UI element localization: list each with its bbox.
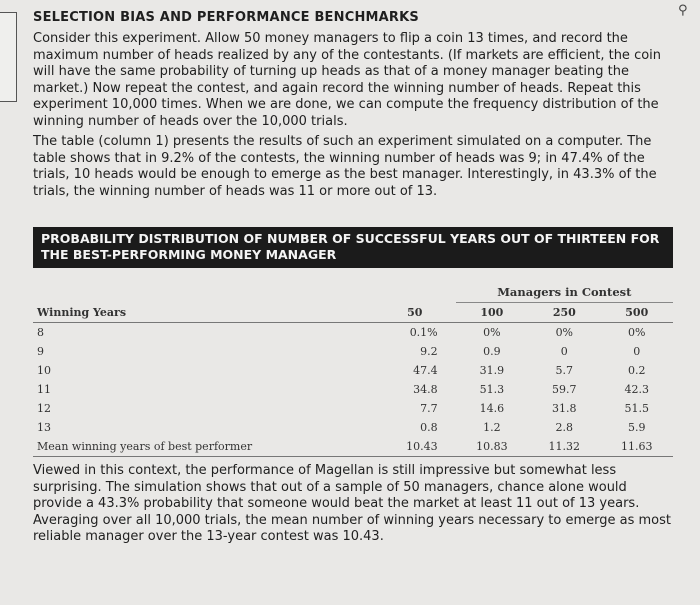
table-row: 10 47.4 31.9 5.7 0.2 — [37, 364, 646, 377]
paragraph-1: Consider this experiment. Allow 50 money managers to flip a coin 13 times, and record the maximum number of heads realized by any of the contestants. (If markets are efficient, the coin will have the same probability of turning up heads as that of a money manager beating the market.) Now repeat the contest, and again record the winning number of heads. Repeat this experiment 10,000 times. When we are done, we can compute the frequency distribution of the winning number of heads over the 10,000 trials. — [33, 31, 662, 129]
table-title: PROBABILITY DISTRIBUTION OF NUMBER OF SUCCESSFUL YEARS OUT OF THIRTEEN FOR THE BEST-PERFORMING MONEY MANAGER — [33, 227, 673, 268]
table-row: 11 34.8 51.3 59.7 42.3 — [37, 383, 649, 396]
document-page — [33, 6, 673, 559]
table-header-row — [33, 303, 673, 323]
col-header-50: 50 — [407, 305, 423, 319]
winning-years-header: Winning Years — [37, 305, 127, 319]
distribution-table — [33, 282, 673, 457]
closing-paragraph: Viewed in this context, the performance of Magellan is still impressive but somewhat less surprising. The simulation shows that out of a sample of 50 managers, chance alone would provide a 43.3% probability that someone would beat the market at least 11 out of 13 years. Averaging over all 10,000 trials, the mean number of winning years necessary to emerge as most reliable manager over the 13-year contest was 10.43. — [33, 463, 671, 544]
table-row: 8 0.1% 0% 0% 0% — [37, 326, 646, 339]
col-header-250: 250 — [552, 306, 576, 319]
table-row: 12 7.7 14.6 31.8 51.5 — [37, 402, 649, 415]
section-heading: SELECTION BIAS AND PERFORMANCE BENCHMARKS — [33, 10, 419, 25]
table-row: 9 9.2 0.9 0 0 — [37, 345, 641, 358]
col-header-100: 100 — [480, 306, 504, 319]
paragraph-2: The table (column 1) presents the results of such an experiment simulated on a computer. The table shows that in 9.2% of the contests, the winning number of heads was 9; in 47.4% of the trials, 10 heads would be enough to emerge as the best manager. Interestingly, in 43.3% of the trials, the winning number of heads was 11 or more out of 13. — [33, 134, 657, 199]
table-group-header-row — [33, 282, 673, 303]
probability-table — [33, 227, 673, 457]
managers-header: Managers in Contest — [456, 282, 673, 303]
mean-row: Mean winning years of best performer 10.43 10.83 11.32 11.63 — [33, 437, 673, 457]
side-tab — [0, 12, 17, 102]
col-header-500: 500 — [625, 306, 649, 319]
table-row: 13 0.8 1.2 2.8 5.9 — [37, 421, 646, 434]
search-icon[interactable]: ⚲ — [678, 3, 688, 18]
